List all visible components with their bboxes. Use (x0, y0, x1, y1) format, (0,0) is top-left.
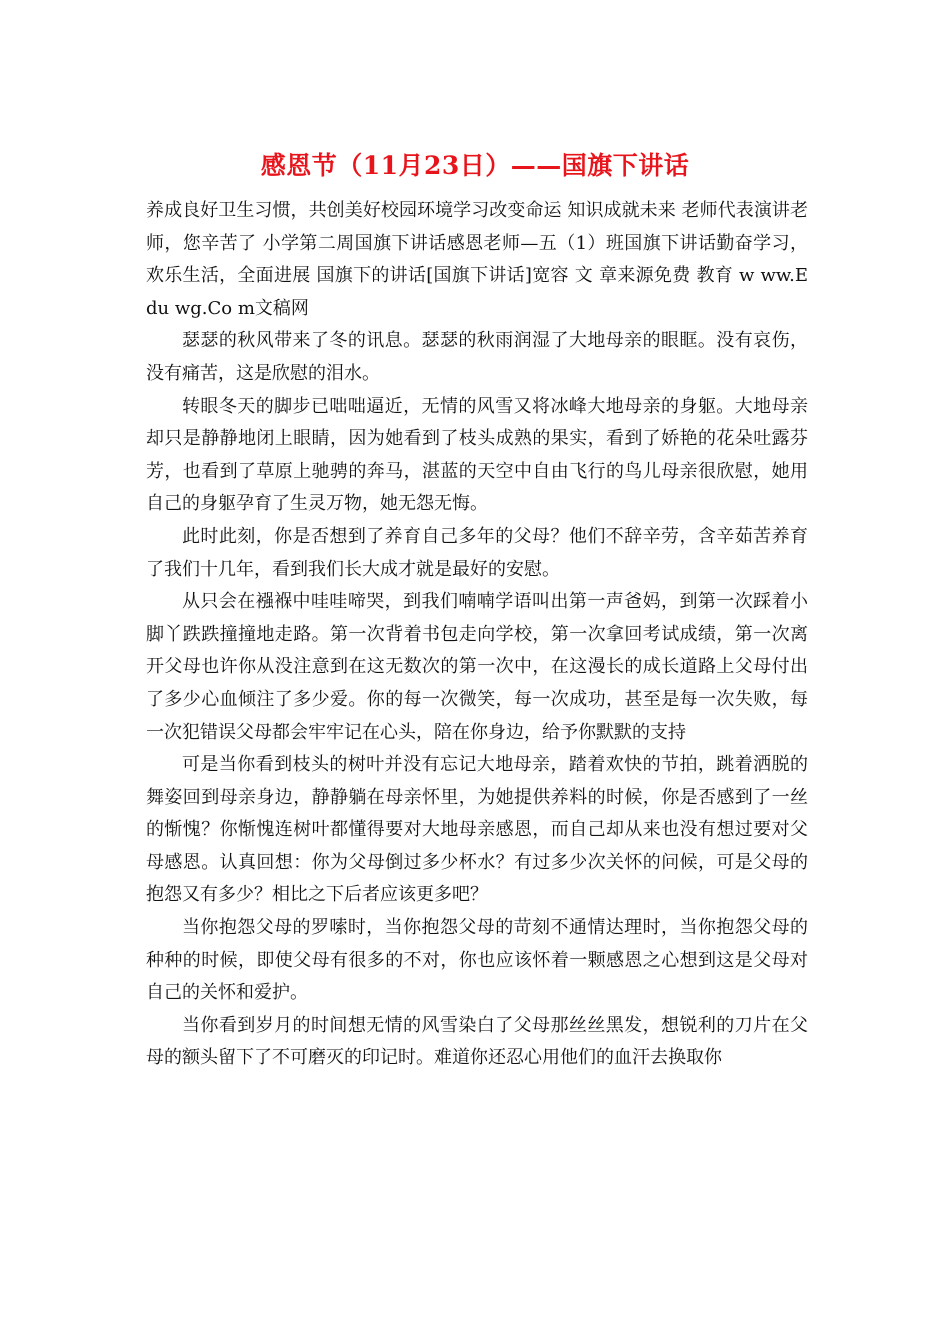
body-paragraph: 当你看到岁月的时间想无情的风雪染白了父母那丝丝黑发，想锐利的刀片在父母的额头留下了不可磨灭的印记时。难道你还忍心用他们的血汗去换取你 (146, 1014, 808, 1069)
body-paragraph: 瑟瑟的秋风带来了冬的讯息。瑟瑟的秋雨润湿了大地母亲的眼眶。没有哀伤，没有痛苦，这是欣慰的泪水。 (146, 330, 808, 384)
body-paragraph: 转眼冬天的脚步已咄咄逼近，无情的风雪又将冰峰大地母亲的身躯。大地母亲却只是静静地闭上眼睛，因为她看到了枝头成熟的果实，看到了娇艳的花朵吐露芬芳，也看到了草原上驰骋的奔马，湛蓝的天空中自由飞行的鸟儿母亲很欣慰，她用自己的身躯孕育了生灵万物，她无怨无悔。 (146, 395, 808, 515)
document-body (146, 195, 808, 1075)
body-paragraph: 此时此刻，你是否想到了养育自己多年的父母？他们不辞辛劳，含辛茹苦养育了我们十几年，看到我们长大成才就是最好的安慰。 (146, 525, 808, 580)
document-title: 感恩节（11月23日）——国旗下讲话 (260, 151, 690, 180)
body-paragraph: 当你抱怨父母的罗嗦时，当你抱怨父母的苛刻不通情达理时，当你抱怨父母的种种的时候，即使父母有很多的不对，你也应该怀着一颗感恩之心想到这是父母对自己的关怀和爱护。 (146, 917, 808, 1004)
body-paragraph: 从只会在襁褓中哇哇啼哭，到我们喃喃学语叫出第一声爸妈，到第一次踩着小脚丫跌跌撞撞地走路。第一次背着书包走向学校，第一次拿回考试成绩，第一次离开父母也许你从没注意到在这无数次的第一次中，在这漫长的成长道路上父母付出了多少心血倾注了多少爱。你的每一次微笑，每一次成功，甚至是每一次失败，每一次犯错误父母都会牢牢记在心头，陪在你身边，给予你默默的支持 (146, 591, 808, 743)
header-links-paragraph: 养成良好卫生习惯，共创美好校园环境学习改变命运 知识成就未来 老师代表演讲老师，您辛苦了 小学第二周国旗下讲话感恩老师—五（1）班国旗下讲话勤奋学习，欢乐生活，全面进展 国旗下的讲话[国旗下讲话]宽容 文 章来源免费 教育 w ww.Edu wg.Co m文稿网 (146, 200, 808, 319)
body-paragraph: 可是当你看到枝头的树叶并没有忘记大地母亲，踏着欢快的节拍，跳着洒脱的舞姿回到母亲身边，静静躺在母亲怀里，为她提供养料的时候，你是否感到了一丝的惭愧？你惭愧连树叶都懂得要对大地母亲感恩，而自己却从来也没有想过要对父母感恩。认真回想：你为父母倒过多少杯水？有过多少次关怀的问候，可是父母的抱怨又有多少？相比之下后者应该更多吧？ (146, 754, 808, 906)
